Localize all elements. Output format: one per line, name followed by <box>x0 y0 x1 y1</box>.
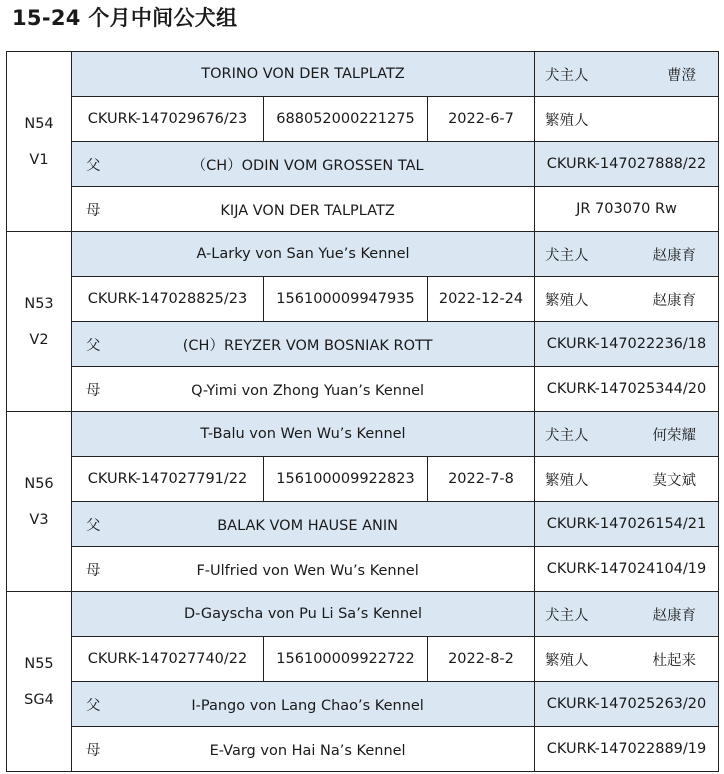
entry-row-dam <box>7 727 719 772</box>
page-title: 15-24 个月中间公犬组 <box>12 6 238 30</box>
owner-cell <box>535 412 719 457</box>
dam-label: 母 <box>86 562 101 579</box>
breeder-name: 莫文斌 <box>652 472 696 489</box>
dam-cell <box>72 727 535 772</box>
entry-grade: V2 <box>29 331 49 348</box>
entry-row-sire <box>7 502 719 547</box>
sire-registration: CKURK-147026154/21 <box>535 502 719 547</box>
entry-row-sire <box>7 322 719 367</box>
entry-number: N54 <box>24 115 54 132</box>
owner-name: 赵康育 <box>652 247 696 264</box>
entry-row-dog <box>7 592 719 637</box>
chip-number: 156100009922823 <box>264 457 428 502</box>
breeder-cell <box>535 637 719 682</box>
entry-row-sire <box>7 682 719 727</box>
chip-number: 688052000221275 <box>264 97 428 142</box>
sire-cell <box>72 502 535 547</box>
dog-name: D-Gayscha von Pu Li Sa’s Kennel <box>72 592 535 637</box>
entry-number: N56 <box>24 475 54 492</box>
breeder-cell <box>535 97 719 142</box>
birth-date: 2022-12-24 <box>428 277 535 322</box>
entry-row-dam <box>7 367 719 412</box>
dam-name: E-Varg von Hai Na’s Kennel <box>209 742 406 759</box>
owner-cell <box>535 52 719 97</box>
dam-cell <box>72 367 535 412</box>
dam-name: Q-Yimi von Zhong Yuan’s Kennel <box>191 382 425 399</box>
owner-name: 赵康育 <box>652 607 696 624</box>
breeder-name: 赵康育 <box>652 292 696 309</box>
sire-name: (CH）REYZER VOM BOSNIAK ROTT <box>182 337 433 354</box>
entry-row-dog <box>7 52 719 97</box>
dam-registration: CKURK-147025344/20 <box>535 367 719 412</box>
entry-row-registration <box>7 637 719 682</box>
sire-registration: CKURK-147022236/18 <box>535 322 719 367</box>
entry-row-dog <box>7 232 719 277</box>
dam-label: 母 <box>86 202 101 219</box>
entry-row-sire <box>7 142 719 187</box>
sire-cell <box>72 142 535 187</box>
owner-name: 曹澄 <box>667 67 696 84</box>
chip-number: 156100009922722 <box>264 637 428 682</box>
dog-name: T-Balu von Wen Wu’s Kennel <box>72 412 535 457</box>
dam-cell <box>72 547 535 592</box>
sire-label: 父 <box>86 337 101 354</box>
entry-row-dam <box>7 187 719 232</box>
breeder-name: 杜起来 <box>652 652 696 669</box>
sire-registration: CKURK-147027888/22 <box>535 142 719 187</box>
dam-registration: CKURK-147022889/19 <box>535 727 719 772</box>
dog-name: A-Larky von San Yue’s Kennel <box>72 232 535 277</box>
entry-number: N55 <box>24 655 54 672</box>
breeder-cell <box>535 457 719 502</box>
owner-label: 犬主人 <box>545 607 589 624</box>
birth-date: 2022-7-8 <box>428 457 535 502</box>
entry-grade: SG4 <box>24 691 54 708</box>
sire-name: （CH）ODIN VOM GROSSEN TAL <box>191 157 424 174</box>
owner-label: 犬主人 <box>545 247 589 264</box>
birth-date: 2022-8-2 <box>428 637 535 682</box>
sire-cell <box>72 322 535 367</box>
entry-number: N53 <box>24 295 54 312</box>
sire-label: 父 <box>86 517 101 534</box>
dam-label: 母 <box>86 742 101 759</box>
owner-cell <box>535 232 719 277</box>
rank-cell <box>7 52 72 232</box>
dam-name: KIJA VON DER TALPLATZ <box>220 202 395 219</box>
rank-cell <box>7 232 72 412</box>
owner-name: 何荣耀 <box>652 427 696 444</box>
dam-name: F-Ulfried von Wen Wu’s Kennel <box>196 562 419 579</box>
entry-grade: V3 <box>29 511 49 528</box>
breeder-cell <box>535 277 719 322</box>
owner-label: 犬主人 <box>545 427 589 444</box>
registration-number: CKURK-147027740/22 <box>72 637 264 682</box>
rank-cell <box>7 592 72 772</box>
registration-number: CKURK-147028825/23 <box>72 277 264 322</box>
entry-grade: V1 <box>29 151 49 168</box>
entry-row-registration <box>7 457 719 502</box>
entry-row-registration <box>7 97 719 142</box>
chip-number: 156100009947935 <box>264 277 428 322</box>
entry-row-registration <box>7 277 719 322</box>
rank-cell <box>7 412 72 592</box>
birth-date: 2022-6-7 <box>428 97 535 142</box>
dam-registration: CKURK-147024104/19 <box>535 547 719 592</box>
dog-name: TORINO VON DER TALPLATZ <box>72 52 535 97</box>
sire-label: 父 <box>86 697 101 714</box>
owner-cell <box>535 592 719 637</box>
registration-number: CKURK-147029676/23 <box>72 97 264 142</box>
sire-registration: CKURK-147025263/20 <box>535 682 719 727</box>
dam-cell <box>72 187 535 232</box>
breeder-label: 繁殖人 <box>545 652 589 669</box>
entry-row-dog <box>7 412 719 457</box>
breeder-label: 繁殖人 <box>545 112 589 129</box>
registration-number: CKURK-147027791/22 <box>72 457 264 502</box>
entry-row-dam <box>7 547 719 592</box>
dam-registration: JR 703070 Rw <box>535 187 719 232</box>
sire-cell <box>72 682 535 727</box>
results-table <box>6 51 719 772</box>
owner-label: 犬主人 <box>545 67 589 84</box>
sire-name: I-Pango von Lang Chao’s Kennel <box>191 697 424 714</box>
sire-name: BALAK VOM HAUSE ANIN <box>217 517 399 534</box>
breeder-label: 繁殖人 <box>545 292 589 309</box>
dam-label: 母 <box>86 382 101 399</box>
sire-label: 父 <box>86 157 101 174</box>
breeder-label: 繁殖人 <box>545 472 589 489</box>
